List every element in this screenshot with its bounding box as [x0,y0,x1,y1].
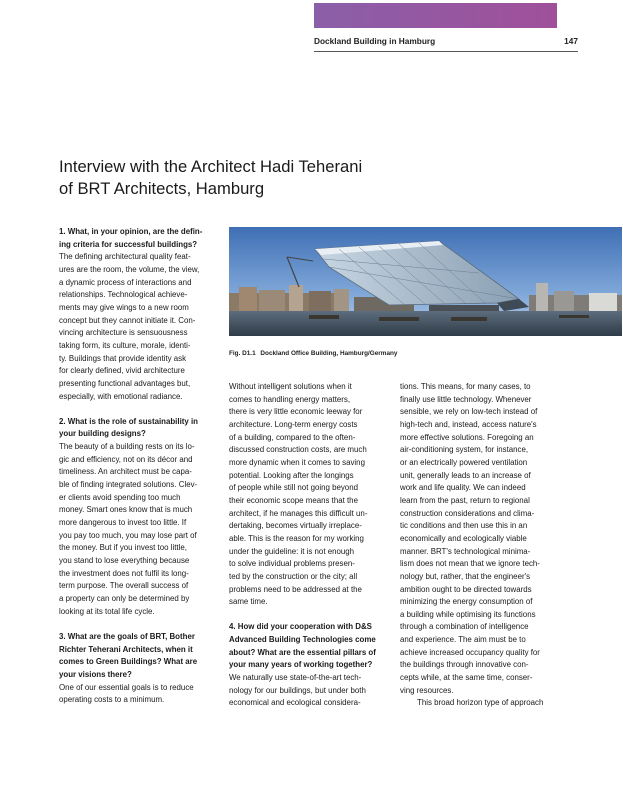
text-line: comes to Green Buildings? What are [59,657,198,667]
answer-2 [59,441,213,618]
running-head [314,36,578,46]
text-line: dertaking, becomes virtually irreplace- [229,521,362,531]
text-line: tions. This means, for many cases, to [400,382,531,391]
text-line: This broad horizon type of approach [417,698,544,708]
text-line: your visions there? [59,669,132,679]
text-line: 3. What are the goals of BRT, Bother [59,631,195,641]
text-line: discussed construction costs, are much [229,445,367,455]
question-1 [59,226,213,251]
text-line: minimizing the energy consumption of [400,597,533,607]
text-line: architecture. Long-term energy costs [229,419,358,429]
text-line: your many years of working together? [229,660,373,670]
text-line: you stand to lose everything because [59,556,190,566]
text-line: or an electrically powered ventilation [400,457,528,467]
text-line: Richter Teherani Architects, when it [59,644,193,654]
text-line: 2. What is the role of sustainability in [59,416,198,426]
question-2 [59,416,213,441]
page-number: 147 [564,36,578,46]
text-line: looking at its total life cycle. [59,606,155,616]
text-line: taking form, its culture, morale, identi- [59,340,191,350]
paragraph-gap [229,609,386,622]
question-3 [59,631,213,682]
text-line: more dangerous to invest too little. If [59,518,187,528]
text-line: the money. But if you invest too little, [59,543,187,553]
column-3-text-continued [400,697,560,710]
article-title [59,156,459,200]
text-line: more effective solutions. Foregoing an [400,432,534,442]
text-line: ing criteria for successful buildings? [59,239,198,249]
text-line: ble of finding integrated solutions. Clev- [59,480,198,490]
figure-caption [229,350,559,357]
text-line: relationships. Technological achieve- [59,290,188,300]
text-line: Without intelligent solutions when it [229,382,352,391]
header-color-bar [314,3,557,28]
running-head-title: Dockland Building in Hamburg [314,36,436,46]
text-line: finally use little technology. Whenever [400,394,532,404]
text-line: under the guideline: it is not enough [229,546,355,556]
text-line: sensible, we rely on low-tech instead of [400,407,538,417]
text-line: er clients avoid spending too much [59,492,181,502]
text-line: same time. [229,597,268,607]
text-line: 4. How did your cooperation with D&S [229,622,372,632]
text-line: cepts while, at the same time, conser- [400,673,533,683]
answer-4 [229,672,386,710]
figure-caption-text: Dockland Office Building, Hamburg/Germany [260,350,398,357]
text-line: The beauty of a building rests on its lo- [59,442,195,452]
question-4 [229,621,386,672]
text-line: construction considerations and clima- [400,508,535,518]
text-line: money. Smart ones know that is much [59,505,193,515]
text-line: ambition ought to be directed towards [400,584,532,594]
text-line: term purpose. The overall success of [59,581,189,591]
text-line: the investment does not fulfil its long- [59,568,189,578]
text-line: timeliness. An architect must be capa- [59,467,192,477]
text-line: a dynamic process of interactions and [59,277,192,287]
title-line-2: of BRT Architects, Hamburg [59,179,265,198]
text-line: architect, if he manages this difficult un- [229,508,368,518]
dockland-building-photo [229,227,622,336]
text-line: of people while still not going beyond [229,483,358,493]
text-line: unit, generally leads to an increase of [400,470,531,480]
text-line: ted by the construction or the city; all [229,571,358,581]
text-line: a property can only be determined by [59,594,190,604]
text-line: 1. What, in your opinion, are the defin- [59,227,203,236]
column-3 [400,381,560,710]
paragraph-gap [59,618,213,631]
text-line: concept but they cannot initiate it. Con- [59,315,196,325]
text-line: air-conditioning system, for instance, [400,445,529,455]
text-line: lism does not mean that we ignore tech- [400,559,540,569]
text-line: you pay too much, you may lose part of [59,530,197,540]
text-line: We naturally use state-of-the-art tech- [229,673,362,683]
text-line: ments may give wings to a new room [59,302,189,312]
text-line: ving resources. [400,685,454,695]
title-line-1: Interview with the Architect Hadi Teherani [59,157,363,176]
text-line: ures are the room, the volume, the view, [59,264,200,274]
text-line: vincing architecture is sensuousness [59,328,188,338]
text-line: for clearly defined, vivid architecture [59,366,185,376]
text-line: nology for our buildings, but under both [229,685,366,695]
text-line: tic conditions and then use this in an [400,521,528,531]
text-line: through a combination of intelligence [400,622,529,632]
figure-label: Fig. D1.1 [229,350,256,357]
text-line: especially, with emotional radiance. [59,391,183,401]
text-line: about? What are the essential pillars of [229,647,376,657]
text-line: high-tech and, instead, access nature's [400,419,537,429]
text-line: of a building, compared to the often- [229,432,356,442]
text-line: their economic scope means that the [229,495,358,505]
text-line: able. This is the reason for my working [229,533,364,543]
answer-1 [59,251,213,403]
text-line: potential. Looking after the longings [229,470,354,480]
text-line: the buildings through innovative con- [400,660,529,670]
text-line: comes to handling energy matters, [229,394,351,404]
text-line: operating costs to a minimum. [59,695,165,705]
text-line: One of our essential goals is to reduce [59,682,194,692]
column-2 [229,381,386,710]
column-2-text [229,381,386,609]
text-line: gic and efficiency, not on its décor and [59,454,193,464]
text-line: The defining architectural quality feat- [59,252,191,262]
text-line: ty. Buildings that provide identity ask [59,353,187,363]
text-line: to solve individual problems presen- [229,559,355,569]
text-line: presenting functional advantages but, [59,378,191,388]
header-rule [314,51,578,52]
text-line: achieve increased occupancy quality for [400,647,540,657]
text-line: nology but, rather, that the engineer's [400,571,531,581]
text-line: economical and ecological considera- [229,698,361,708]
text-line: more dynamic when it comes to saving [229,457,365,467]
text-line: work and life quality. We can indeed [400,483,526,493]
text-line: Advanced Building Technologies come [229,635,376,645]
text-line: problems need to be addressed at the [229,584,362,594]
building-photo-icon [229,227,622,336]
column-3-text [400,381,560,697]
text-line: there is very little economic leeway for [229,407,363,417]
text-line: a building while optimising its functions [400,609,536,619]
text-line: economically and ecologically viable [400,533,527,543]
text-line: learn from the past, return to regional [400,495,530,505]
text-line: manner. BRT's technological minima- [400,546,531,556]
column-1 [59,226,213,707]
text-line: your building designs? [59,429,146,439]
answer-3 [59,682,213,707]
text-line: and experience. The aim must be to [400,635,526,645]
paragraph-gap [59,403,213,416]
